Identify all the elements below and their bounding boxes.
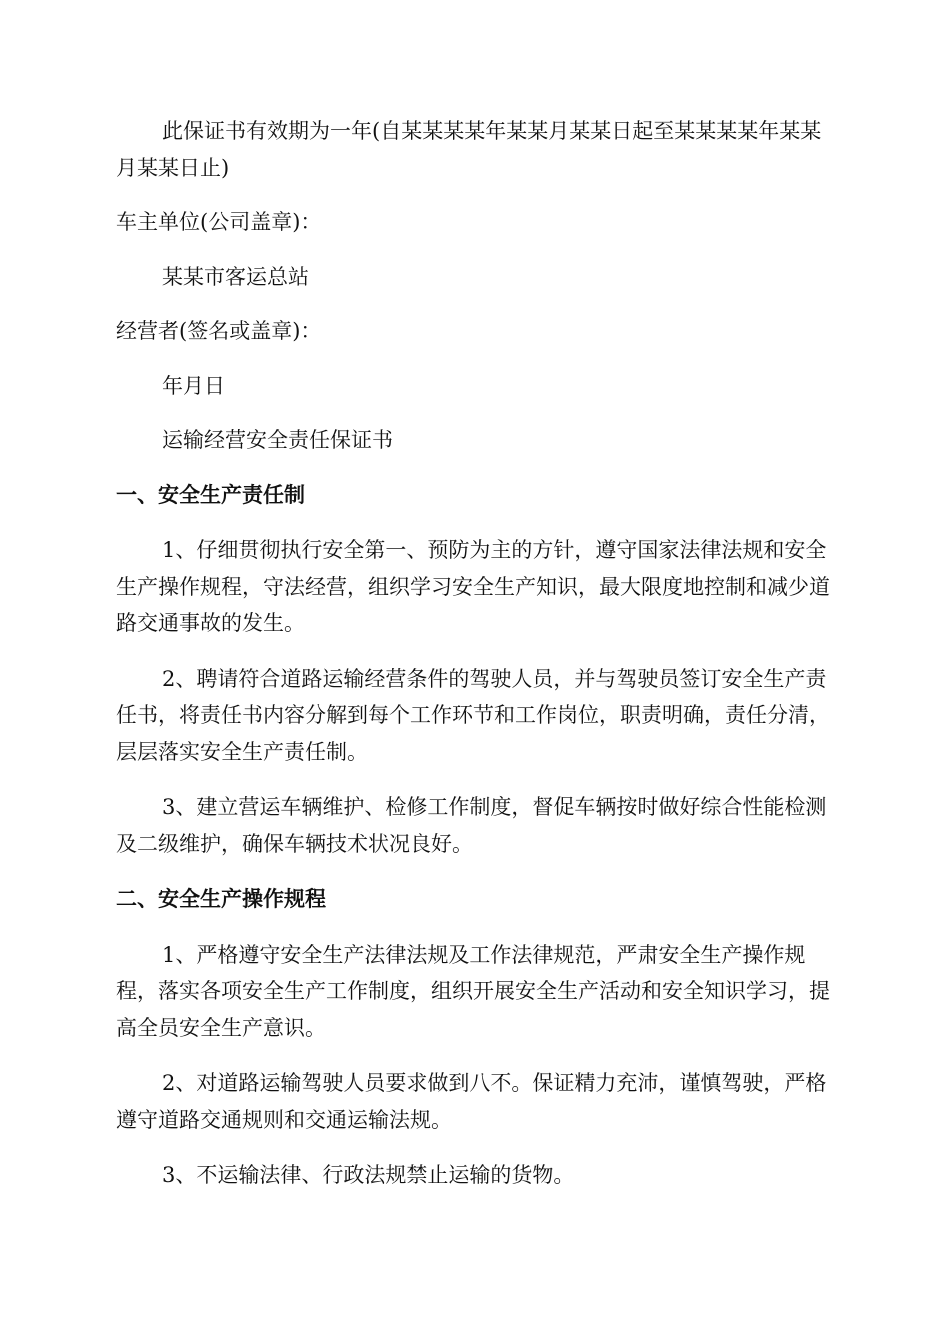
section-2-item-3: 3、不运输法律、行政法规禁止运输的货物。: [162, 1163, 575, 1187]
section-heading-1: 一、安全生产责任制: [116, 482, 305, 507]
section-1-item-1: 1、仔细贯彻执行安全第一、预防为主的方针，遵守国家法律法规和安全生产操作规程，守法经营，组织学习安全生产知识，最大限度地控制和减少道路交通事故的发生。: [116, 538, 830, 635]
owner-unit-label: 车主单位(公司盖章)：: [116, 210, 322, 234]
date-line: 年月日: [162, 373, 225, 398]
operator-signature-label: 经营者(签名或盖章)：: [116, 319, 322, 343]
section-1-item-2: 2、聘请符合道路运输经营条件的驾驶人员，并与驾驶员签订安全生产责任书，将责任书内容分解到每个工作环节和工作岗位，职责明确，责任分清，层层落实安全生产责任制。: [116, 666, 830, 764]
section-1-item-3: 3、建立营运车辆维护、检修工作制度，督促车辆按时做好综合性能检测及二级维护，确保车辆技术状况良好。: [116, 795, 827, 856]
section-heading-2: 二、安全生产操作规程: [116, 887, 326, 911]
document-title: 运输经营安全责任保证书: [162, 428, 393, 452]
validity-paragraph: 此保证书有效期为一年(自某某某某年某某月某某日起至某某某某年某某月某某日止): [116, 119, 822, 180]
section-2-item-1: 1、严格遵守安全生产法律法规及工作法律规范，严肃安全生产操作规程，落实各项安全生产工作制度，组织开展安全生产活动和安全知识学习，提高全员安全生产意识。: [116, 942, 830, 1040]
section-2-item-2: 2、对道路运输驾驶人员要求做到八不。保证精力充沛，谨慎驾驶，严格遵守道路交通规则和交通运输法规。: [116, 1071, 827, 1132]
owner-unit-name: 某某市客运总站: [162, 264, 309, 289]
document-page: [116, 113, 834, 1194]
